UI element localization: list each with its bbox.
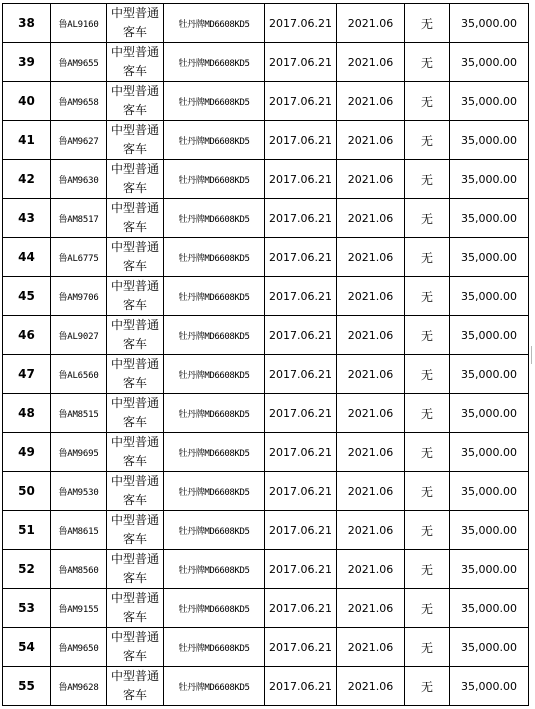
registration-date-cell: 2017.06.21 (265, 277, 337, 316)
assessed-value-cell: 35,000.00 (450, 550, 529, 589)
note-cell: 无 (405, 550, 450, 589)
vehicle-model-cell: 牡丹牌MD6608KD5 (164, 4, 265, 43)
registration-date-cell: 2017.06.21 (265, 628, 337, 667)
note-cell: 无 (405, 4, 450, 43)
row-number-cell: 49 (3, 433, 51, 472)
row-number-cell: 40 (3, 82, 51, 121)
inspection-expiry-cell: 2021.06 (337, 160, 405, 199)
note-cell: 无 (405, 316, 450, 355)
vehicle-type-cell (107, 238, 164, 277)
registration-date-cell: 2017.06.21 (265, 316, 337, 355)
vehicle-type-line: 客车 (122, 64, 147, 78)
vehicle-type-line: 中型普通 (110, 552, 159, 566)
registration-date-cell: 2017.06.21 (265, 121, 337, 160)
vehicle-type-cell (107, 277, 164, 316)
vehicle-type-line: 客车 (122, 532, 147, 546)
table-row (3, 589, 529, 628)
row-number-cell: 55 (3, 667, 51, 706)
vehicle-model-cell: 牡丹牌MD6608KD5 (164, 394, 265, 433)
inspection-expiry-cell: 2021.06 (337, 394, 405, 433)
vehicle-model-cell: 牡丹牌MD6608KD5 (164, 121, 265, 160)
assessed-value-cell: 35,000.00 (450, 277, 529, 316)
note-cell: 无 (405, 667, 450, 706)
row-number-cell: 42 (3, 160, 51, 199)
inspection-expiry-cell: 2021.06 (337, 199, 405, 238)
plate-number-cell: 鲁AM9655 (51, 43, 107, 82)
vehicle-type-cell (107, 550, 164, 589)
vehicle-type-line: 中型普通 (110, 162, 159, 176)
vehicle-type-line: 中型普通 (110, 630, 159, 644)
vehicle-type-cell (107, 472, 164, 511)
plate-number-cell: 鲁AM9628 (51, 667, 107, 706)
vehicle-model-cell: 牡丹牌MD6608KD5 (164, 43, 265, 82)
registration-date-cell: 2017.06.21 (265, 394, 337, 433)
inspection-expiry-cell: 2021.06 (337, 82, 405, 121)
note-cell: 无 (405, 589, 450, 628)
note-cell: 无 (405, 43, 450, 82)
vehicle-model-cell: 牡丹牌MD6608KD5 (164, 316, 265, 355)
note-cell: 无 (405, 511, 450, 550)
inspection-expiry-cell: 2021.06 (337, 4, 405, 43)
vehicle-model-cell: 牡丹牌MD6608KD5 (164, 238, 265, 277)
vehicle-type-line: 中型普通 (110, 123, 159, 137)
plate-number-cell: 鲁AM9155 (51, 589, 107, 628)
vehicle-model-cell: 牡丹牌MD6608KD5 (164, 160, 265, 199)
registration-date-cell: 2017.06.21 (265, 82, 337, 121)
vehicle-type-cell (107, 4, 164, 43)
vehicle-model-cell: 牡丹牌MD6608KD5 (164, 433, 265, 472)
note-cell: 无 (405, 394, 450, 433)
row-number-cell: 51 (3, 511, 51, 550)
note-cell: 无 (405, 433, 450, 472)
table-row (3, 511, 529, 550)
table-row (3, 433, 529, 472)
row-number-cell: 43 (3, 199, 51, 238)
vehicle-model-cell: 牡丹牌MD6608KD5 (164, 550, 265, 589)
note-cell: 无 (405, 472, 450, 511)
assessed-value-cell: 35,000.00 (450, 199, 529, 238)
vehicle-type-cell (107, 628, 164, 667)
table-row (3, 199, 529, 238)
plate-number-cell: 鲁AM9530 (51, 472, 107, 511)
registration-date-cell: 2017.06.21 (265, 433, 337, 472)
table-row (3, 160, 529, 199)
inspection-expiry-cell: 2021.06 (337, 238, 405, 277)
plate-number-cell: 鲁AL6775 (51, 238, 107, 277)
inspection-expiry-cell: 2021.06 (337, 121, 405, 160)
ledger-body (3, 4, 529, 706)
assessed-value-cell: 35,000.00 (450, 628, 529, 667)
plate-number-cell: 鲁AM9706 (51, 277, 107, 316)
note-cell: 无 (405, 82, 450, 121)
table-row (3, 43, 529, 82)
inspection-expiry-cell: 2021.06 (337, 589, 405, 628)
row-number-cell: 52 (3, 550, 51, 589)
plate-number-cell: 鲁AM9658 (51, 82, 107, 121)
row-number-cell: 41 (3, 121, 51, 160)
vehicle-type-cell (107, 394, 164, 433)
vehicle-type-line: 中型普通 (110, 474, 159, 488)
plate-number-cell: 鲁AM8560 (51, 550, 107, 589)
vehicle-type-line: 客车 (122, 415, 147, 429)
table-row (3, 316, 529, 355)
table-row (3, 667, 529, 706)
vehicle-model-cell: 牡丹牌MD6608KD5 (164, 199, 265, 238)
row-number-cell: 45 (3, 277, 51, 316)
vehicle-type-line: 中型普通 (110, 201, 159, 215)
table-row (3, 4, 529, 43)
vehicle-type-line: 中型普通 (110, 240, 159, 254)
assessed-value-cell: 35,000.00 (450, 589, 529, 628)
inspection-expiry-cell: 2021.06 (337, 355, 405, 394)
row-number-cell: 50 (3, 472, 51, 511)
vehicle-type-line: 客车 (122, 376, 147, 390)
inspection-expiry-cell: 2021.06 (337, 277, 405, 316)
registration-date-cell: 2017.06.21 (265, 472, 337, 511)
assessed-value-cell: 35,000.00 (450, 82, 529, 121)
vehicle-type-line: 客车 (122, 181, 147, 195)
vehicle-type-line: 中型普通 (110, 513, 159, 527)
vehicle-type-line: 中型普通 (110, 318, 159, 332)
plate-number-cell: 鲁AM8515 (51, 394, 107, 433)
registration-date-cell: 2017.06.21 (265, 511, 337, 550)
vehicle-type-line: 中型普通 (110, 45, 159, 59)
vehicle-type-line: 客车 (122, 493, 147, 507)
row-number-cell: 48 (3, 394, 51, 433)
vehicle-type-line: 中型普通 (110, 591, 159, 605)
note-cell: 无 (405, 238, 450, 277)
assessed-value-cell: 35,000.00 (450, 238, 529, 277)
registration-date-cell: 2017.06.21 (265, 589, 337, 628)
vehicle-type-line: 中型普通 (110, 435, 159, 449)
assessed-value-cell: 35,000.00 (450, 667, 529, 706)
registration-date-cell: 2017.06.21 (265, 4, 337, 43)
row-number-cell: 44 (3, 238, 51, 277)
vehicle-type-cell (107, 82, 164, 121)
inspection-expiry-cell: 2021.06 (337, 472, 405, 511)
note-cell: 无 (405, 121, 450, 160)
table-row (3, 277, 529, 316)
vehicle-model-cell: 牡丹牌MD6608KD5 (164, 82, 265, 121)
note-cell: 无 (405, 355, 450, 394)
vehicle-type-line: 客车 (122, 337, 147, 351)
row-number-cell: 39 (3, 43, 51, 82)
vehicle-type-line: 客车 (122, 649, 147, 663)
assessed-value-cell: 35,000.00 (450, 43, 529, 82)
vehicle-model-cell: 牡丹牌MD6608KD5 (164, 667, 265, 706)
vehicle-type-cell (107, 355, 164, 394)
registration-date-cell: 2017.06.21 (265, 667, 337, 706)
table-row (3, 472, 529, 511)
row-number-cell: 53 (3, 589, 51, 628)
inspection-expiry-cell: 2021.06 (337, 316, 405, 355)
table-row (3, 82, 529, 121)
vehicle-type-line: 中型普通 (110, 279, 159, 293)
table-row (3, 628, 529, 667)
vehicle-type-line: 客车 (122, 298, 147, 312)
vehicle-type-cell (107, 667, 164, 706)
inspection-expiry-cell: 2021.06 (337, 628, 405, 667)
assessed-value-cell: 35,000.00 (450, 160, 529, 199)
assessed-value-cell: 35,000.00 (450, 4, 529, 43)
inspection-expiry-cell: 2021.06 (337, 433, 405, 472)
vehicle-type-cell (107, 316, 164, 355)
registration-date-cell: 2017.06.21 (265, 238, 337, 277)
table-row (3, 121, 529, 160)
table-row (3, 394, 529, 433)
inspection-expiry-cell: 2021.06 (337, 550, 405, 589)
vehicle-model-cell: 牡丹牌MD6608KD5 (164, 472, 265, 511)
assessed-value-cell: 35,000.00 (450, 355, 529, 394)
table-row (3, 238, 529, 277)
inspection-expiry-cell: 2021.06 (337, 43, 405, 82)
vehicle-type-line: 客车 (122, 259, 147, 273)
registration-date-cell: 2017.06.21 (265, 199, 337, 238)
inspection-expiry-cell: 2021.06 (337, 667, 405, 706)
plate-number-cell: 鲁AM9650 (51, 628, 107, 667)
note-cell: 无 (405, 160, 450, 199)
vehicle-type-line: 客车 (122, 688, 147, 702)
vehicle-type-cell (107, 160, 164, 199)
vehicle-type-cell (107, 43, 164, 82)
plate-number-cell: 鲁AM8517 (51, 199, 107, 238)
vehicle-model-cell: 牡丹牌MD6608KD5 (164, 628, 265, 667)
vehicle-type-line: 客车 (122, 610, 147, 624)
plate-number-cell: 鲁AL9160 (51, 4, 107, 43)
vehicle-type-line: 客车 (122, 571, 147, 585)
registration-date-cell: 2017.06.21 (265, 550, 337, 589)
vehicle-type-line: 客车 (122, 454, 147, 468)
plate-number-cell: 鲁AM9695 (51, 433, 107, 472)
note-cell: 无 (405, 277, 450, 316)
assessed-value-cell: 35,000.00 (450, 316, 529, 355)
vehicle-type-line: 客车 (122, 25, 147, 39)
registration-date-cell: 2017.06.21 (265, 43, 337, 82)
vehicle-type-line: 中型普通 (110, 6, 159, 20)
scroll-edge-mark (531, 346, 532, 364)
assessed-value-cell: 35,000.00 (450, 433, 529, 472)
vehicle-type-cell (107, 511, 164, 550)
vehicle-type-line: 客车 (122, 103, 147, 117)
row-number-cell: 38 (3, 4, 51, 43)
vehicle-model-cell: 牡丹牌MD6608KD5 (164, 589, 265, 628)
assessed-value-cell: 35,000.00 (450, 121, 529, 160)
assessed-value-cell: 35,000.00 (450, 472, 529, 511)
vehicle-type-line: 中型普通 (110, 396, 159, 410)
vehicle-type-line: 中型普通 (110, 669, 159, 683)
table-row (3, 550, 529, 589)
plate-number-cell: 鲁AL6560 (51, 355, 107, 394)
registration-date-cell: 2017.06.21 (265, 160, 337, 199)
note-cell: 无 (405, 628, 450, 667)
vehicle-type-line: 中型普通 (110, 84, 159, 98)
note-cell: 无 (405, 199, 450, 238)
vehicle-type-line: 客车 (122, 142, 147, 156)
row-number-cell: 54 (3, 628, 51, 667)
registration-date-cell: 2017.06.21 (265, 355, 337, 394)
row-number-cell: 47 (3, 355, 51, 394)
plate-number-cell: 鲁AM9627 (51, 121, 107, 160)
vehicle-type-line: 客车 (122, 220, 147, 234)
vehicle-ledger-table (2, 3, 529, 706)
vehicle-type-line: 中型普通 (110, 357, 159, 371)
vehicle-model-cell: 牡丹牌MD6608KD5 (164, 511, 265, 550)
plate-number-cell: 鲁AM8615 (51, 511, 107, 550)
table-row (3, 355, 529, 394)
vehicle-type-cell (107, 589, 164, 628)
vehicle-model-cell: 牡丹牌MD6608KD5 (164, 355, 265, 394)
plate-number-cell: 鲁AL9027 (51, 316, 107, 355)
vehicle-type-cell (107, 433, 164, 472)
inspection-expiry-cell: 2021.06 (337, 511, 405, 550)
vehicle-model-cell: 牡丹牌MD6608KD5 (164, 277, 265, 316)
assessed-value-cell: 35,000.00 (450, 511, 529, 550)
row-number-cell: 46 (3, 316, 51, 355)
assessed-value-cell: 35,000.00 (450, 394, 529, 433)
plate-number-cell: 鲁AM9630 (51, 160, 107, 199)
vehicle-type-cell (107, 199, 164, 238)
vehicle-type-cell (107, 121, 164, 160)
